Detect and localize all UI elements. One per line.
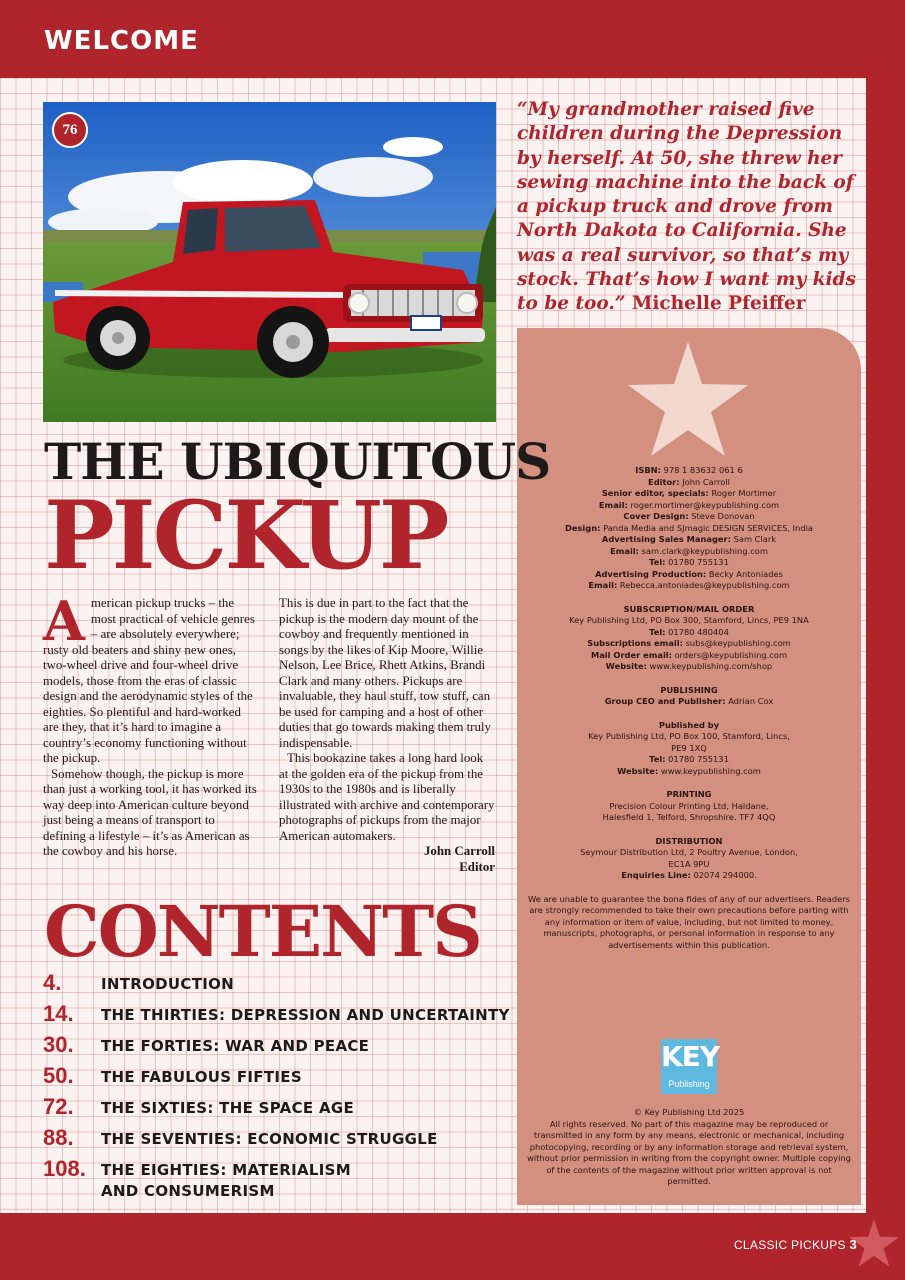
- pull-quote: [517, 98, 865, 317]
- headline-line1: THE UBIQUITOUS: [44, 432, 551, 491]
- credit-line: Cover Design: Steve Donovan: [623, 511, 755, 521]
- signature-role: Editor: [459, 859, 495, 874]
- credit-line: Design: Panda Media and SJmagic DESIGN SERVICES, India: [564, 522, 814, 533]
- star-icon: [628, 342, 748, 456]
- magazine-name: CLASSIC PICKUPS: [733, 1238, 846, 1252]
- headline-line2: PICKUP: [44, 481, 447, 591]
- footer-folio: [734, 1237, 857, 1252]
- key-publishing-logo: [661, 1039, 720, 1094]
- published-by-website: Website: www.keypublishing.com: [617, 765, 761, 776]
- copyright-text: All rights reserved. No part of this magazine may be reproduced or transmitted in any form by any means, electronic or mechanical, including photocopying, recording or by any information storage and retrieval system, without prior permission in writing from the copyright owner. Multiple copying of the contents of the magazine without prior written approval is not permitted.: [527, 1118, 851, 1186]
- page-badge: 76: [52, 112, 88, 148]
- copyright-block: [527, 1107, 851, 1188]
- credit-line: Email: roger.mortimer@keypublishing.com: [598, 499, 780, 510]
- contents-title: CONTENTS: [44, 890, 481, 973]
- subscription-email: Subscriptions email: subs@keypublishing.com: [587, 638, 791, 648]
- credit-line: Senior editor, specials: Roger Mortimer: [601, 488, 777, 498]
- subscription-heading: SUBSCRIPTION/MAIL ORDER: [623, 603, 755, 614]
- subscription-address: Key Publishing Ltd, PO Box 300, Stamford, Lincs, PE9 1NA: [569, 615, 809, 625]
- credit-line: Tel: 01780 755131: [649, 557, 729, 567]
- intro-paragraph: American pickup trucks – the most practical of vehicle genres – are absolutely everywhere; rusty old beaters and shiny new ones, two-wheel drive and four-wheel drive models, those from the eras of classic design and the aerodynamic styles of the eighties. So plentiful and hard-worked are they, that it’s hard to imagine a country’s economy functioning without the pickup.: [43, 589, 255, 765]
- publishing-heading: PUBLISHING: [660, 684, 718, 695]
- section-label: WELCOME: [44, 26, 199, 56]
- distribution-heading: DISTRIBUTION: [655, 835, 723, 846]
- toc-title: THE SIXTIES: THE SPACE AGE: [101, 1099, 355, 1117]
- credit-line: Email: Rebecca.antoniades@keypublishing.com: [588, 580, 790, 590]
- toc-title: THE SEVENTIES: ECONOMIC STRUGGLE: [101, 1130, 438, 1148]
- credit-line: Advertising Sales Manager: Sam Clark: [601, 534, 777, 544]
- toc-page: 4.: [43, 970, 62, 995]
- pickup-photo: [43, 102, 496, 422]
- disclaimer: We are unable to guarantee the bona fides of any of our advertisers. Readers are strongly recommended to take their own precautions before parting with any information or item of value, including, but not limited to money, manuscripts, photographs, or personal information in response to any advertisements within this publication.: [528, 893, 850, 950]
- intro-column-2: [279, 596, 495, 875]
- toc-title: THE FORTIES: WAR AND PEACE: [101, 1037, 370, 1055]
- printing-line: Precision Colour Printing Ltd, Haldane,: [609, 800, 769, 811]
- publisher-line: Group CEO and Publisher: Adrian Cox: [604, 696, 774, 706]
- intro-column-1: [43, 589, 259, 860]
- toc-title: INTRODUCTION: [101, 975, 235, 993]
- printing-heading: PRINTING: [666, 789, 712, 799]
- toc-page: 88.: [43, 1125, 74, 1150]
- intro-paragraph: Somehow though, the pickup is more than just a working tool, it has worked its way deep into American culture beyond just being a means of transport to defining a lifestyle – it’s as American as the cowboy and his horse.: [43, 766, 257, 858]
- credit-line: Editor: John Carroll: [648, 476, 730, 487]
- toc-title: THE THIRTIES: DEPRESSION AND UNCERTAINTY: [101, 1006, 510, 1024]
- published-by-heading: Published by: [658, 719, 720, 730]
- published-by-tel: Tel: 01780 755131: [649, 754, 729, 764]
- enquiries-line: Enquiries Line: 02074 294000.: [621, 870, 757, 880]
- credit-line: ISBN: 978 1 83632 061 6: [635, 465, 743, 475]
- drop-cap: A: [43, 589, 85, 653]
- toc-page: 14.: [43, 1001, 74, 1026]
- distribution-line: EC1A 9PU: [668, 858, 710, 869]
- credit-line: Email: sam.clark@keypublishing.com: [610, 545, 768, 556]
- intro-paragraph: This is due in part to the fact that the pickup is the modern day mount of the cowboy and frequently mentioned in songs by the likes of Kip Moore, Willie Nelson, Lee Brice, Rhett Atkins, Brandi Clark and many others. Pickups are invaluable, they haul stuff, tow stuff, can be used for camping and a host of other duties that go towards making them truly indispensable.: [279, 596, 491, 750]
- credits-block: [527, 465, 851, 951]
- quote-text: “My grandmother raised five children during the Depression by herself. At 50, she threw her sewing machine into the back of a pickup truck and drove from North Dakota to California. She was a real survivor, so that’s my stock. That’s how I want my kids to be too.”: [517, 99, 856, 315]
- toc-title: THE FABULOUS FIFTIES: [101, 1068, 302, 1086]
- published-by-address2: PE9 1XQ: [671, 742, 707, 753]
- quote-author: Michelle Pfeiffer: [631, 293, 806, 315]
- subscription-tel: Tel: 01780 480404: [649, 626, 729, 637]
- mailorder-email: Mail Order email: orders@keypublishing.com: [590, 649, 788, 660]
- distribution-line: Seymour Distribution Ltd, 2 Poultry Avenue, London,: [580, 847, 798, 857]
- logo-publishing-text: Publishing: [668, 1079, 710, 1089]
- signature-name: John Carroll: [423, 844, 495, 858]
- copyright-title: © Key Publishing Ltd 2025: [633, 1107, 745, 1117]
- logo-key-text: KEY: [661, 1040, 720, 1073]
- credit-line: Advertising Production: Becky Antoniades: [595, 568, 783, 579]
- header-bar: [0, 0, 905, 78]
- published-by-address: Key Publishing Ltd, PO Box 100, Stamford, Lincs,: [588, 731, 790, 741]
- toc-page: 30.: [43, 1032, 74, 1057]
- toc-page: 108.: [43, 1156, 86, 1181]
- toc-title: THE EIGHTIES: MATERIALISM AND CONSUMERISM: [101, 1161, 351, 1200]
- intro-paragraph: This bookazine takes a long hard look at the golden era of the pickup from the 1930s to the 1980s and is liberally illustrated with archive and contemporary photographs of pickups from the major American automakers.: [279, 751, 495, 843]
- right-border: [866, 78, 905, 1213]
- toc-page: 50.: [43, 1063, 74, 1088]
- page-number: 3: [849, 1237, 857, 1252]
- shop-website: Website: www.keypublishing.com/shop: [605, 661, 773, 671]
- printing-line: Halesfield 1, Telford, Shropshire. TF7 4QQ: [602, 812, 776, 822]
- toc-page: 72.: [43, 1094, 74, 1119]
